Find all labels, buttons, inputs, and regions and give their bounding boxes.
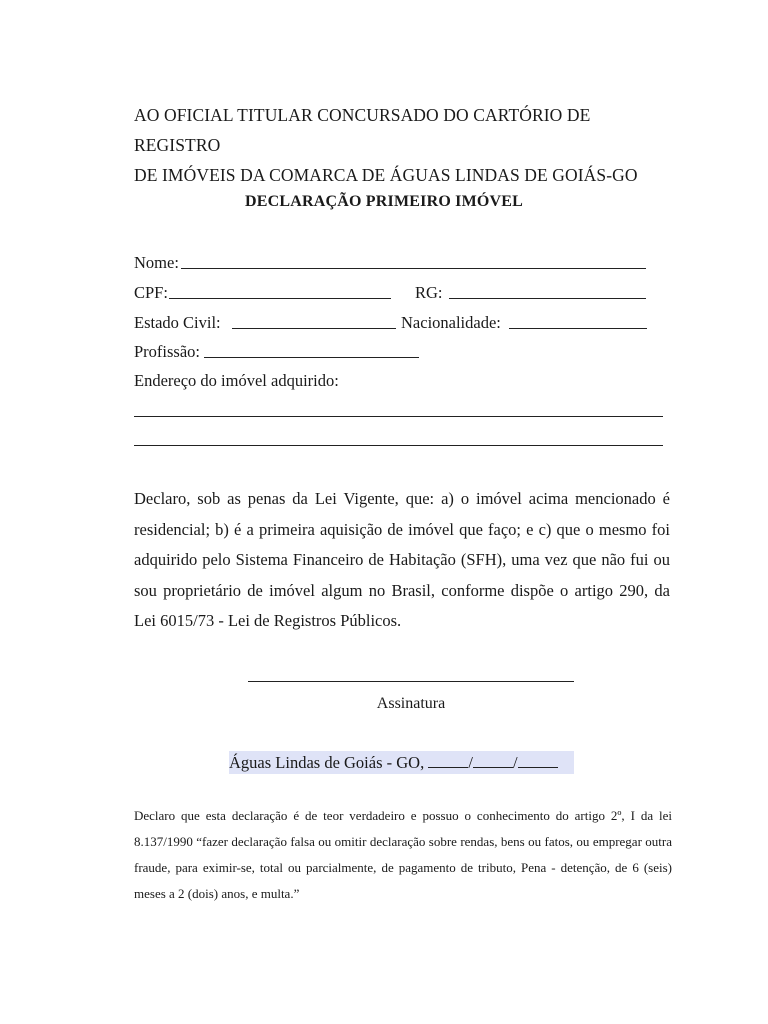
declaration-paragraph: Declaro, sob as penas da Lei Vigente, que: a) o imóvel acima mencionado é residencial; b) é a primeira aquisição de imóvel que faço; e c) que o mesmo foi adquirido pelo Sistema Financeiro de Habitação (SFH), uma vez que não fui ou sou proprietário de imóvel algum no Brasil, conforme dispõe o artigo 290, da Lei 6015/73 - Lei de Registros Públicos. <box>134 489 670 630</box>
endereco-field-line-1[interactable] <box>134 416 663 417</box>
endereco-label: Endereço do imóvel adquirido: <box>134 371 339 390</box>
place-date-line <box>229 751 574 774</box>
nome-label: Nome: <box>134 253 179 272</box>
date-separator: / <box>512 753 518 772</box>
estado-civil-field-line[interactable] <box>232 328 396 329</box>
cpf-label: CPF: <box>134 283 168 302</box>
place-text: Águas Lindas de Goiás - GO, <box>229 753 429 772</box>
final-statement: Declaro que esta declaração é de teor verdadeiro e possuo o conhecimento do artigo 2º, I da lei 8.137/1990 “fazer declaração falsa ou omitir declaração sobre rendas, bens ou fatos, ou empregar outra fraude, para eximir-se, total ou parcialmente, de pagamento de tributo, Pena - detenção, de 6 (seis) meses a 2 (dois) anos, e multa.” <box>134 808 672 901</box>
profissao-field-line[interactable] <box>204 357 419 358</box>
document-title: DECLARAÇÃO PRIMEIRO IMÓVEL <box>244 193 524 210</box>
estado-civil-label: Estado Civil: <box>134 313 221 332</box>
signature-label: Assinatura <box>376 695 446 712</box>
rg-field-line[interactable] <box>449 298 646 299</box>
cpf-field-line[interactable] <box>169 298 391 299</box>
profissao-label: Profissão: <box>134 342 200 361</box>
date-separator: / <box>468 753 473 772</box>
addressee-line-1: AO OFICIAL TITULAR CONCURSADO DO CARTÓRIO DE REGISTRO <box>134 105 591 155</box>
signature-line[interactable] <box>248 681 574 682</box>
nacionalidade-label: Nacionalidade: <box>401 313 501 332</box>
endereco-field-line-2[interactable] <box>134 445 663 446</box>
addressee-header <box>134 100 674 190</box>
addressee-line-2: DE IMÓVEIS DA COMARCA DE ÁGUAS LINDAS DE GOIÁS-GO <box>134 165 638 185</box>
nome-field-line[interactable] <box>181 268 646 269</box>
month-blank[interactable] <box>473 753 513 768</box>
nacionalidade-field-line[interactable] <box>509 328 647 329</box>
rg-label: RG: <box>415 283 443 302</box>
year-blank[interactable] <box>518 753 558 768</box>
day-blank[interactable] <box>428 753 468 768</box>
